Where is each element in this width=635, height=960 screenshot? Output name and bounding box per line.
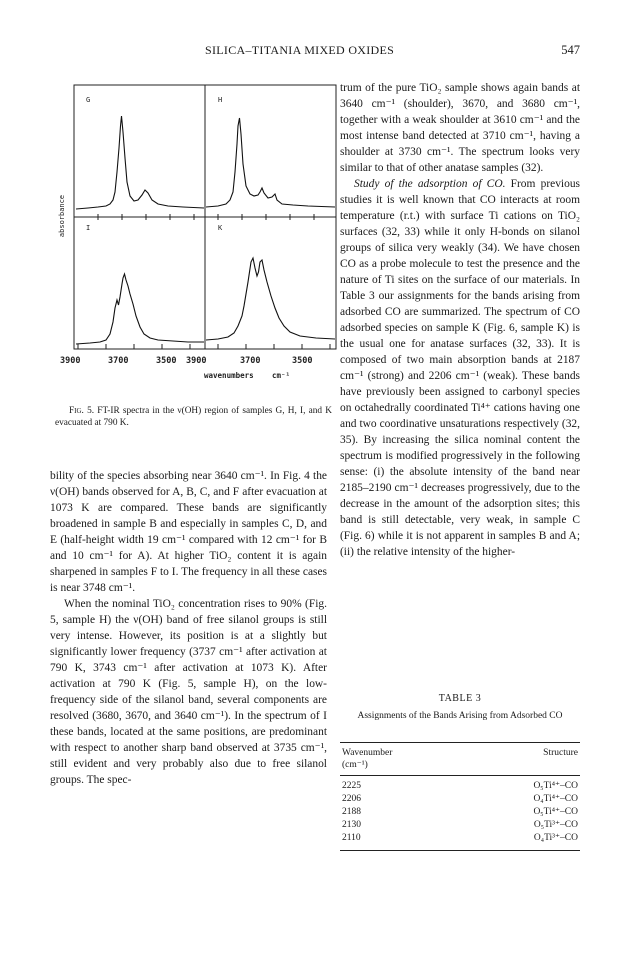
y-axis-label: absorbance xyxy=(58,194,66,238)
table-row xyxy=(340,819,580,832)
cell-structure: O₅Ti⁴⁺–CO xyxy=(533,781,578,791)
spectrum-h xyxy=(206,118,335,207)
tick-label-3900-right: 3900 xyxy=(186,356,207,366)
spectrum-i xyxy=(76,274,204,344)
section-heading-co: Study of the adsorption of CO. xyxy=(354,178,506,190)
table-header-row xyxy=(340,743,580,776)
right-paragraph-2-text: From previous studies it is well known that CO interacts at room temperature (r.t.) with surface Ti cations on TiO₂ surfaces (32, 33) while it only H-bonds on silanol groups of silica very weakly (34). We have chosen CO as a probe molecule to test the presence and the nature of Ti sites on the surface of our materials. In Table 3 our assignments for the bands arising from adsorbed CO are summarized. The spectrum of CO adsorbed species on sample K (Fig. 6, sample K) is the usual one for anatase surfaces (32, 33). It is composed of two main absorption bands at 2187 cm⁻¹ (strong) and 2206 cm⁻¹ (weak). These bands have previously been assigned to carbonyl species on octahedrally coordinated Ti⁴⁺ cations having one and two coordinative unsaturations respectively (32, 35). By increasing the silica nominal content the spectrum is modified progressively in the following sense: (i) the absolute intensity of the band near 2185–2190 cm⁻¹ decreases progressively, due to the decrease in the amount of the adsorption sites; this band is still detectable, very weak, in sample C (Fig. 6) while it is not apparent in samples B and A; (ii) the relative intensity of the higher- xyxy=(340,178,580,558)
cell-wavenumber: 2225 xyxy=(342,781,361,791)
figure-caption xyxy=(55,405,332,429)
right-paragraph-1: trum of the pure TiO₂ sample shows again bands at 3640 cm⁻¹ (shoulder), 3670, and 3680 cm⁻¹, together with a weak shoulder at 3610 cm⁻¹ and the most intense band detected at 3710 cm⁻¹, having a shoulder at 3730 cm⁻¹. The spectrum looks very similar to that of other anatase samples (32). xyxy=(340,82,580,174)
table-title: TABLE 3 xyxy=(438,693,482,704)
header-wavenumber-unit: (cm⁻¹) xyxy=(342,760,368,770)
table-row xyxy=(340,793,580,806)
panel-label-i: I xyxy=(86,224,91,232)
panel-label-g: G xyxy=(86,96,91,104)
figure-5 xyxy=(58,76,348,406)
spectrum-k xyxy=(206,258,335,340)
right-column xyxy=(340,80,580,560)
table-caption: Assignments of the Bands Arising from Adsorbed CO xyxy=(357,711,563,721)
cell-wavenumber: 2130 xyxy=(342,820,361,830)
cell-wavenumber: 2110 xyxy=(340,832,467,851)
cell-wavenumber: 2188 xyxy=(342,807,361,817)
table-header-wavenumber xyxy=(340,743,467,776)
tick-label-3700-right: 3700 xyxy=(240,356,261,366)
left-column xyxy=(50,468,327,788)
left-paragraph-1: bility of the species absorbing near 3640 cm⁻¹. In Fig. 4 the ν(OH) bands observed for A, B, C, and F after evacuation at 1073 K are compared. These bands are significantly broadened in sample B and especially in samples C, D, and E (half-height width 19 cm⁻¹ compared with 12 cm⁻¹ for B and 10 cm⁻¹ for A). At higher TiO₂ content it is again sharpened in samples F to I. The frequency in all these cases is near 3748 cm⁻¹. xyxy=(50,470,327,594)
cell-wavenumber: 2206 xyxy=(342,794,361,804)
running-title: SILICA–TITANIA MIXED OXIDES xyxy=(205,43,395,57)
tick-label-3500-right: 3500 xyxy=(292,356,313,366)
x-axis-unit: cm⁻¹ xyxy=(272,371,291,380)
page-number: 547 xyxy=(561,43,580,57)
table-row xyxy=(340,832,580,851)
assignments-table xyxy=(340,742,580,851)
caption-prefix: Fig. 5. xyxy=(69,406,95,416)
panel-label-h: H xyxy=(218,96,223,104)
cell-structure: O₄Ti³⁺–CO xyxy=(467,832,580,851)
table-row xyxy=(340,776,580,794)
right-paragraph-2 xyxy=(340,176,580,560)
cell-structure: O₅Ti³⁺–CO xyxy=(533,820,578,830)
panel-label-k: K xyxy=(218,224,223,232)
tick-label-3700-left: 3700 xyxy=(108,356,129,366)
table-header-structure: Structure xyxy=(467,743,580,776)
table-row xyxy=(340,806,580,819)
caption-text: FT-IR spectra in the ν(OH) region of samples G, H, I, and K evacuated at 790 K. xyxy=(55,406,332,428)
cell-structure: O₄Ti⁴⁺–CO xyxy=(533,794,578,804)
tick-label-3900-left: 3900 xyxy=(60,356,81,366)
running-header xyxy=(0,43,635,59)
ftir-spectra-plot xyxy=(58,76,348,406)
left-paragraph-2: When the nominal TiO₂ concentration rises to 90% (Fig. 5, sample H) the ν(OH) band of free silanol groups is still very intense. However, its position is at a slightly but significantly lower frequency (3737 cm⁻¹ after activation at 790 K, 3743 cm⁻¹ after activation at 1073 K). After activation at 790 K (Fig. 5, sample H), on the low-frequency side of the silanol band, several components are resolved (3680, 3670, and 3640 cm⁻¹). In the spectrum of I these bands, located at the same positions, are predominant with respect to another sharp band observed at 3735 cm⁻¹, still evident and very probably also due to free silanol groups. The spec- xyxy=(50,598,327,786)
cell-structure: O₅Ti⁴⁺–CO xyxy=(533,807,578,817)
x-axis-label: wavenumbers xyxy=(204,371,254,380)
spectrum-g xyxy=(76,116,204,209)
header-wavenumber-label: Wavenumber xyxy=(342,748,393,758)
tick-label-3500-left: 3500 xyxy=(156,356,177,366)
